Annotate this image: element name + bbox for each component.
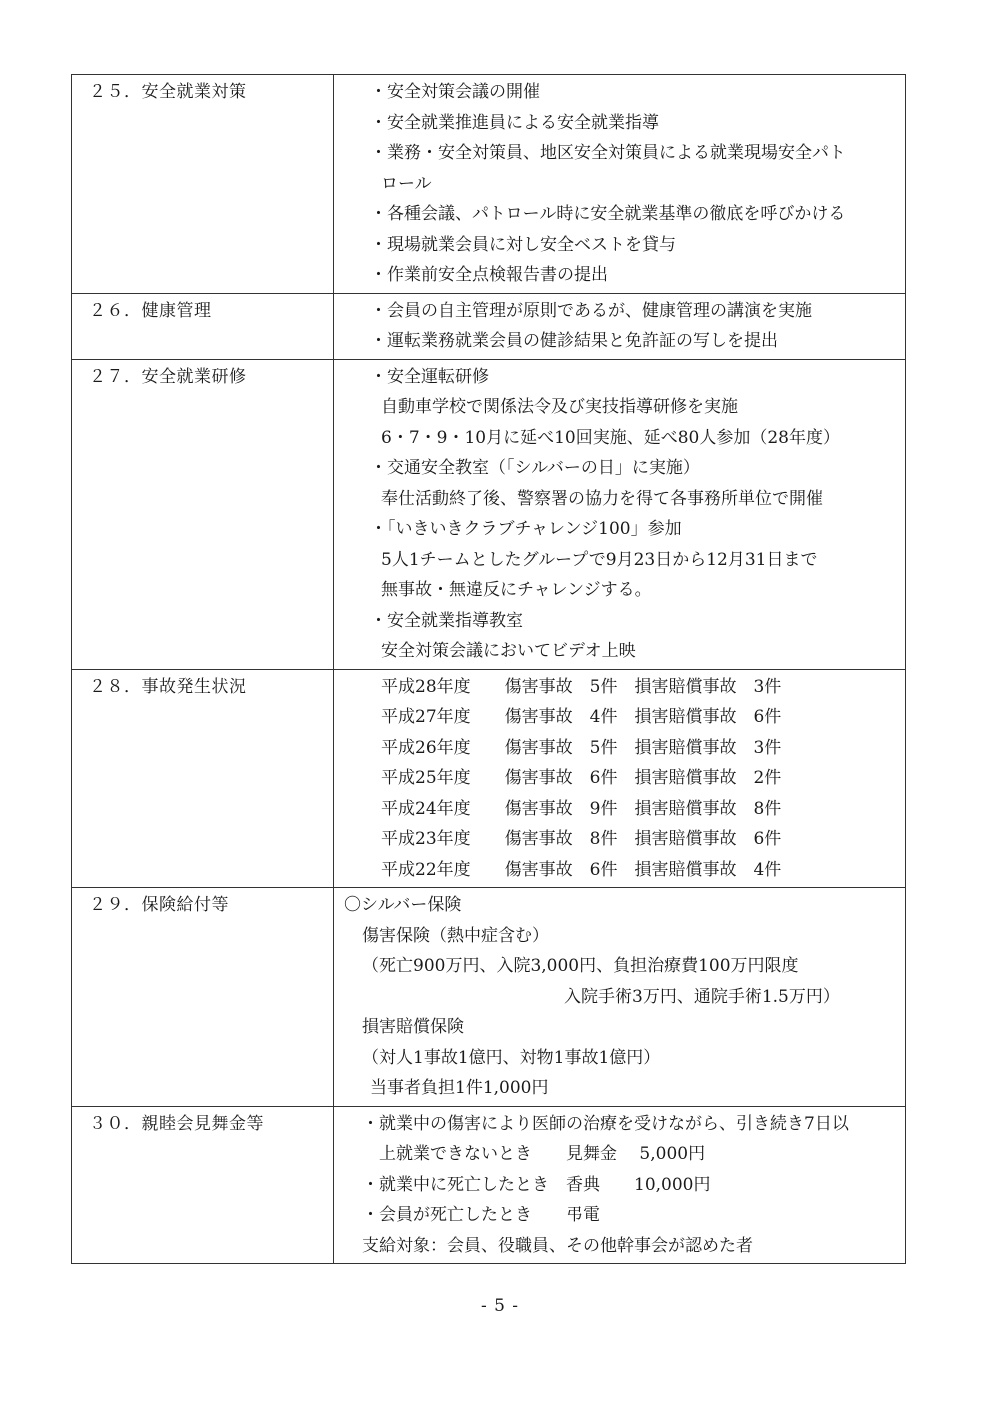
- section-content-cell: [334, 359, 906, 669]
- content-line: ・現場就業会員に対し安全ベストを貸与: [370, 234, 676, 255]
- section-label-cell: [72, 888, 334, 1107]
- section-label-cell: [72, 293, 334, 359]
- page-number: - 5 -: [480, 1296, 520, 1316]
- content-line: 平成23年度 傷害事故 8件 損害賠償事故 6件: [381, 829, 782, 849]
- content-line: 平成25年度 傷害事故 6件 損害賠償事故 2件: [381, 768, 782, 788]
- content-line: ・安全対策会議の開催: [370, 82, 540, 102]
- section-label: ２８．事故発生状況: [89, 676, 247, 697]
- content-line: ・就業中の傷害により医師の治療を受けながら、引き続き7日以: [362, 1113, 849, 1134]
- content-line: 当事者負担1件1,000円: [370, 1078, 549, 1098]
- content-line: 安全対策会議においてビデオ上映: [381, 641, 636, 661]
- section-label: ２７．安全就業研修: [89, 366, 247, 387]
- content-line: ・業務・安全対策員、地区安全対策員による就業現場安全パト: [370, 143, 846, 163]
- table-row: [72, 293, 906, 359]
- content-line: 損害賠償保険: [362, 1017, 464, 1037]
- content-line: 自動車学校で関係法令及び実技指導研修を実施: [381, 397, 738, 417]
- section-label: ２５．安全就業対策: [89, 82, 247, 102]
- section-label-cell: [72, 1106, 334, 1264]
- content-line: 平成26年度 傷害事故 5件 損害賠償事故 3件: [381, 737, 782, 758]
- content-line: ・「いきいきクラブチャレンジ100」参加: [370, 519, 682, 539]
- content-line: 奉仕活動終了後、警察署の協力を得て各事務所単位で開催: [381, 488, 823, 509]
- content-line: ・交通安全教室（「シルバーの日」に実施）: [370, 458, 700, 478]
- section-content-cell: [334, 888, 906, 1107]
- table-row: [72, 1106, 906, 1264]
- section-label-cell: [72, 75, 334, 294]
- section-content-cell: [334, 293, 906, 359]
- content-line: 6・7・9・10月に延べ10回実施、延べ80人参加（28年度）: [381, 427, 840, 448]
- content-line: ・会員が死亡したとき 弔電: [362, 1205, 600, 1225]
- content-line: 入院手術3万円、通院手術1.5万円）: [564, 986, 840, 1007]
- content-line: ・安全就業指導教室: [370, 610, 523, 631]
- policy-table: [71, 74, 906, 1264]
- content-line: 上就業できないとき 見舞金 5,000円: [379, 1144, 706, 1164]
- content-line: ・作業前安全点検報告書の提出: [370, 265, 608, 285]
- content-line: ・安全運転研修: [370, 366, 489, 387]
- content-line: 平成24年度 傷害事故 9件 損害賠償事故 8件: [381, 798, 782, 819]
- content-line: ・各種会議、パトロール時に安全就業基準の徹底を呼びかける: [370, 204, 846, 224]
- content-line: （対人1事故1億円、対物1事故1億円）: [362, 1047, 661, 1068]
- content-line: ・安全就業推進員による安全就業指導: [370, 112, 659, 133]
- section-label: ２６．健康管理: [89, 300, 212, 321]
- section-content-cell: [334, 1106, 906, 1264]
- content-line: ロール: [381, 173, 432, 194]
- content-line: 平成22年度 傷害事故 6件 損害賠償事故 4件: [381, 859, 782, 880]
- section-content-cell: [334, 75, 906, 294]
- table-row: [72, 359, 906, 669]
- content-line: 支給対象：会員、役職員、その他幹事会が認めた者: [362, 1235, 753, 1256]
- section-content-cell: [334, 669, 906, 888]
- content-line: ・運転業務就業会員の健診結果と免許証の写しを提出: [370, 331, 778, 351]
- section-label-cell: [72, 359, 334, 669]
- content-line: 〇シルバー保険: [344, 895, 462, 915]
- table-row: [72, 669, 906, 888]
- content-line: 傷害保険（熱中症含む）: [362, 925, 549, 946]
- table-row: [72, 888, 906, 1107]
- content-line: 無事故・無違反にチャレンジする。: [381, 580, 652, 600]
- section-label: ２９．保険給付等: [89, 895, 229, 915]
- content-line: 平成28年度 傷害事故 5件 損害賠償事故 3件: [381, 676, 782, 697]
- table-row: [72, 75, 906, 294]
- section-label: ３０．親睦会見舞金等: [89, 1113, 264, 1134]
- content-line: 5人1チームとしたグループで9月23日から12月31日まで: [381, 549, 818, 570]
- content-line: （死亡900万円、入院3,000円、負担治療費100万円限度: [362, 956, 799, 976]
- content-line: ・会員の自主管理が原則であるが、健康管理の講演を実施: [370, 300, 812, 321]
- section-label-cell: [72, 669, 334, 888]
- content-line: 平成27年度 傷害事故 4件 損害賠償事故 6件: [381, 707, 782, 727]
- content-line: ・就業中に死亡したとき 香典 10,000円: [362, 1174, 711, 1195]
